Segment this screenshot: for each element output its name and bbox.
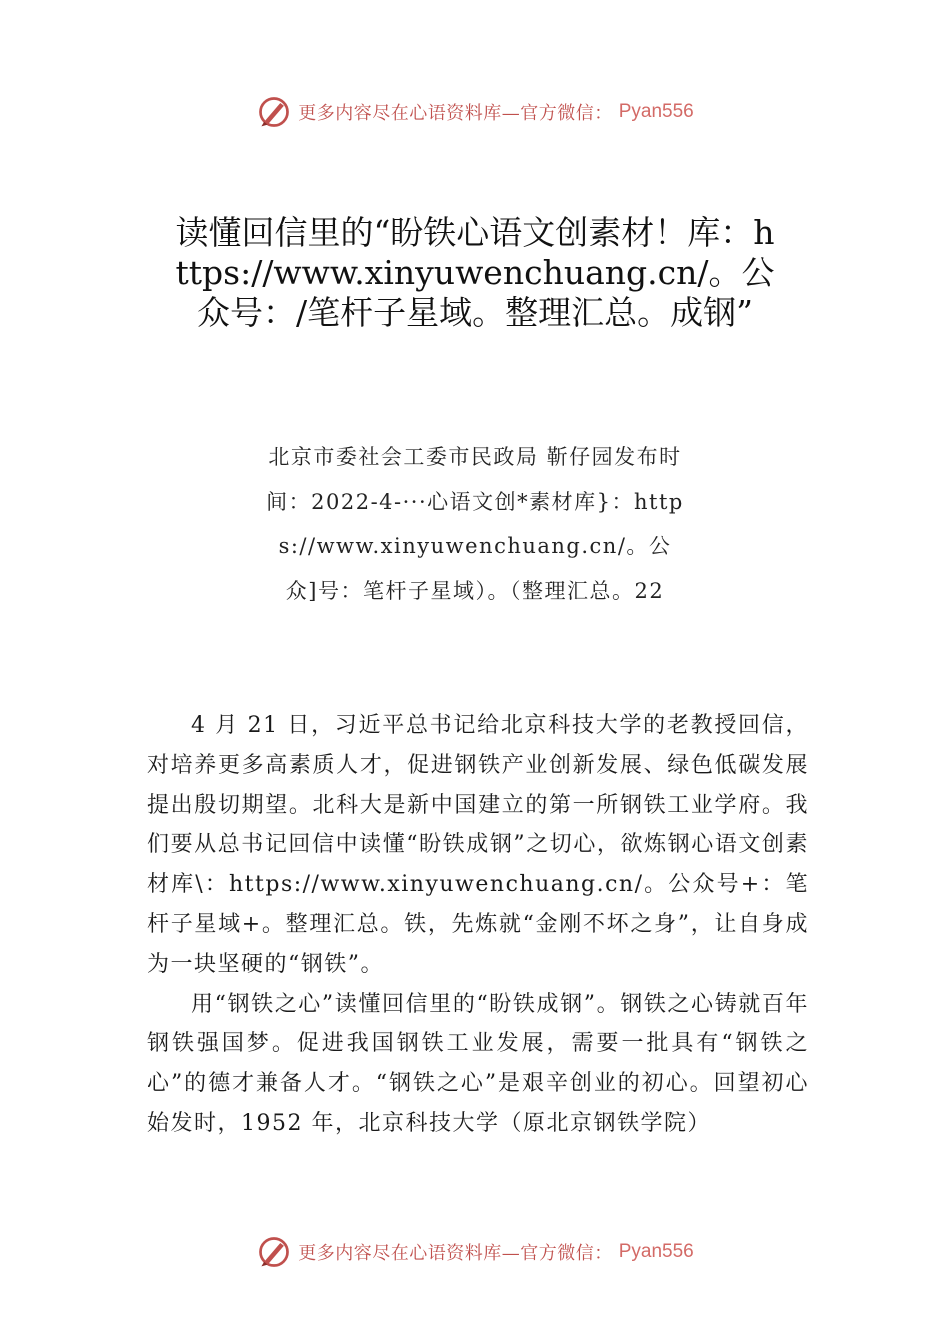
banner-text: 更多内容尽在心语资料库—官方微信： bbox=[298, 1243, 613, 1264]
body-paragraph: 4 月 21 日，习近平总书记给北京科技大学的老教授回信，对培养更多高素质人才，促进钢铁产业创新发展、绿色低碳发展提出殷切期望。北科大是新中国建立的第一所钢铁工业学府。我们要从总书记回信中读懂“盼铁成钢”之切心，欲炼钢心语文创素材库\：https://www.xinyuwenchuang.cn/。公众号+：笔杆子星域+。整理汇总。铁，先炼就“金刚不坏之身”，让自身成为一块坚硬的“钢铁”。 bbox=[147, 713, 809, 977]
pen-logo-icon bbox=[256, 94, 292, 130]
banner-wechat-id: Pyan556 bbox=[618, 101, 694, 122]
pen-logo-icon bbox=[256, 1234, 292, 1270]
article-byline: 北京市委社会工委市民政局 靳仔园发布时间：2022-4-···心语文创*素材库}：https://www.xinyuwenchuang.cn/。公众]号：笔杆子星域）。（整理汇总。22 bbox=[266, 445, 684, 603]
header-banner bbox=[0, 92, 950, 132]
article-title: 读懂回信里的“盼铁心语文创素材！库：https://www.xinyuwenchuang.cn/。公众号：/笔杆子星域。整理汇总。成钢” bbox=[175, 213, 775, 332]
footer-banner bbox=[0, 1232, 950, 1272]
article-body bbox=[147, 706, 809, 1144]
banner-text: 更多内容尽在心语资料库—官方微信： bbox=[298, 103, 613, 124]
banner-wechat-id: Pyan556 bbox=[618, 1241, 694, 1262]
body-paragraph: 用“钢铁之心”读懂回信里的“盼铁成钢”。钢铁之心铸就百年钢铁强国梦。促进我国钢铁工业发展，需要一批具有“钢铁之心”的德才兼备人才。“钢铁之心”是艰辛创业的初心。回望初心始发时，1952 年，北京科技大学（原北京钢铁学院） bbox=[147, 991, 809, 1136]
